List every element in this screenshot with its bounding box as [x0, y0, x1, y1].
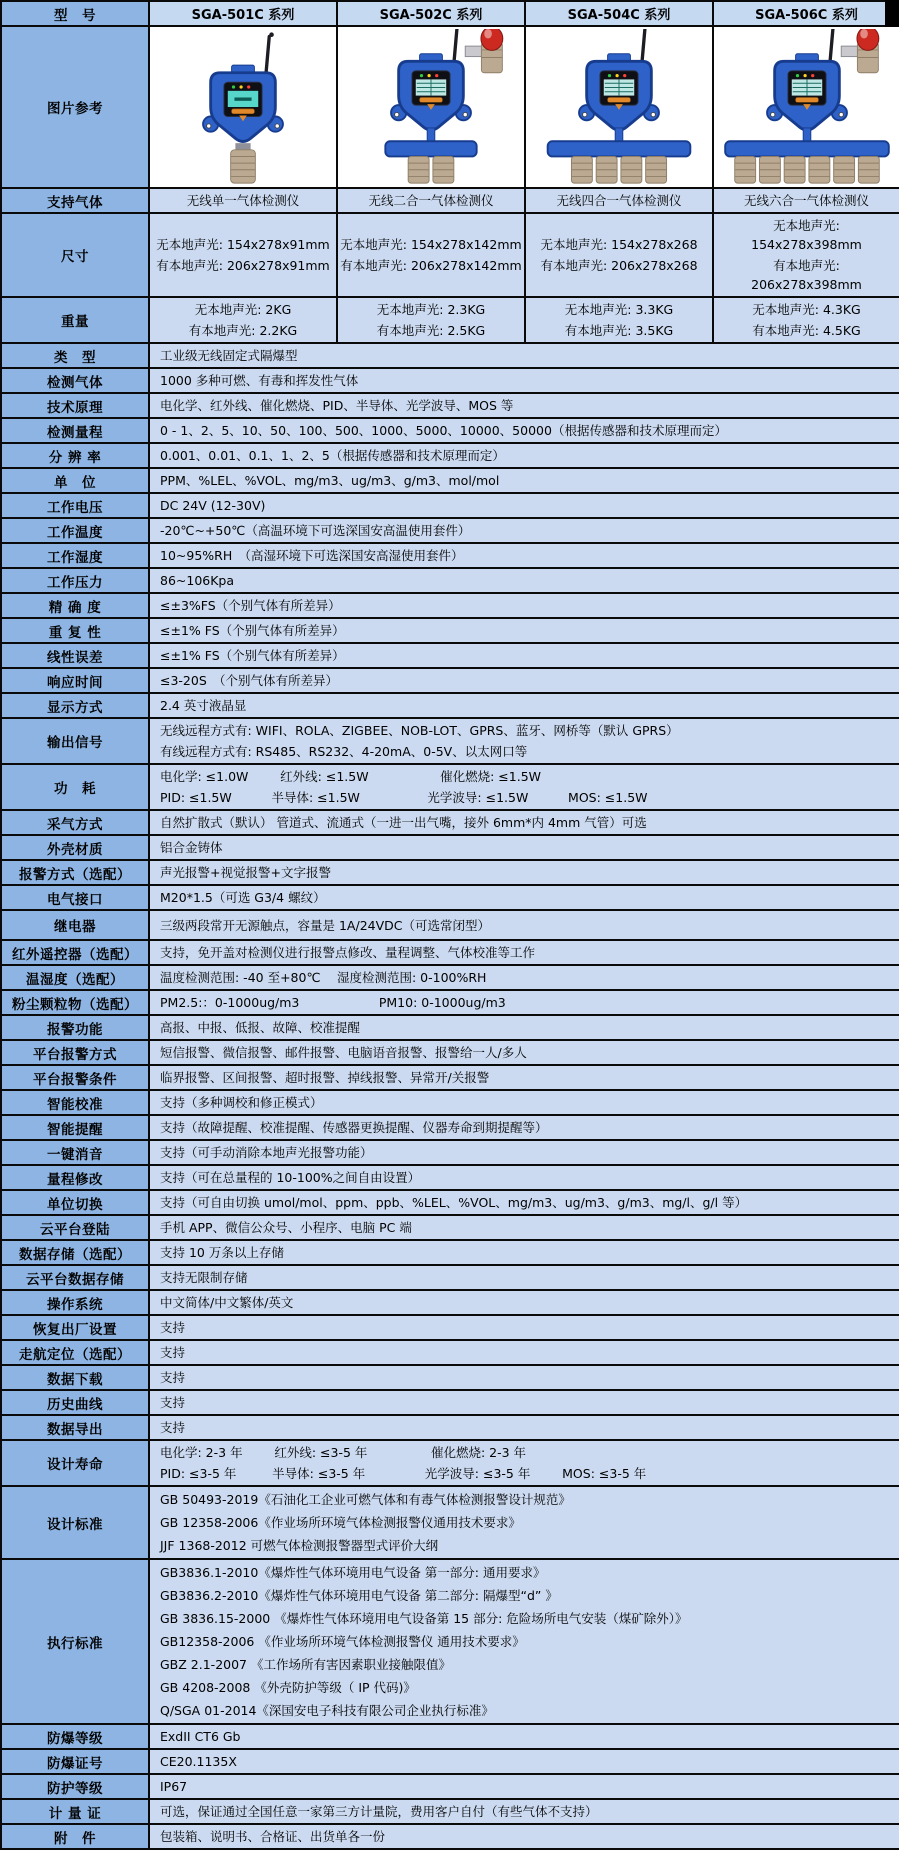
row-label-alarm-mode: 报警方式（选配）: [1, 860, 149, 885]
spec-row-work-humidity: [1, 543, 899, 568]
row-value-history-curve: [149, 1390, 899, 1415]
row-label-cloud-login: 云平台登陆: [1, 1215, 149, 1240]
row-value-support-gas-col3: [713, 188, 899, 213]
row-value-ip-grade: [149, 1774, 899, 1799]
row-value-linearity: [149, 643, 899, 668]
spec-row-smart-remind: [1, 1115, 899, 1140]
row-value-line: 1000 多种可燃、有毒和挥发性气体: [160, 373, 359, 388]
row-value-unit-switch: [149, 1190, 899, 1215]
row-value-support-gas-col1: [337, 188, 525, 213]
row-label-accessories: 附 件: [1, 1824, 149, 1849]
spec-row-electrical-port: [1, 885, 899, 910]
header-model-1: SGA-502C 系列: [337, 1, 525, 26]
row-label-data-download: 数据下载: [1, 1365, 149, 1390]
row-value-ir-remote: [149, 940, 899, 965]
row-value-line: IP67: [160, 1779, 188, 1794]
row-value-line: ≤±1% FS（个别气体有所差异）: [160, 648, 345, 663]
row-value-line: 有线远程方式有: RS485、RS232、4-20mA、0-5V、以太网口等: [160, 744, 528, 759]
row-label-platform-alarm-cond: 平台报警条件: [1, 1065, 149, 1090]
row-label-os: 操作系统: [1, 1290, 149, 1315]
spec-row-display: [1, 693, 899, 718]
row-label-relay: 继电器: [1, 910, 149, 940]
row-value-line: GB3836.1-2010《爆炸性气体环境用电气设备 第一部分: 通用要求》: [160, 1565, 546, 1580]
row-value-line: 0.001、0.01、0.1、1、2、5（根据传感器和技术原理而定）: [160, 448, 505, 463]
row-value-line: 无本地声光: 154x278x398mm: [751, 218, 862, 252]
row-value-unit: [149, 468, 899, 493]
row-value-line: PM2.5:：0-1000ug/m3 PM10: 0-1000ug/m3: [160, 995, 506, 1010]
row-label-ex-grade: 防爆等级: [1, 1724, 149, 1749]
row-label-voltage: 工作电压: [1, 493, 149, 518]
row-value-line: 包装箱、说明书、合格证、出货单各一份: [160, 1829, 386, 1844]
spec-row-history-curve: [1, 1390, 899, 1415]
row-value-platform-alarm-mode: [149, 1040, 899, 1065]
row-value-weight-col0: [149, 297, 337, 343]
row-label-unit: 单 位: [1, 468, 149, 493]
spec-row-output-signal: [1, 718, 899, 764]
manifold: [725, 141, 889, 156]
image-row: [1, 26, 899, 188]
row-value-exec-standard: [149, 1559, 899, 1724]
row-value-line: ExdII CT6 Gb: [160, 1729, 241, 1744]
row-value-line: 支持（故障提醒、校准提醒、传感器更换提醒、仪器寿命到期提醒等）: [160, 1120, 548, 1135]
beacon-icon: [481, 29, 503, 50]
spec-row-dimensions: [1, 213, 899, 297]
row-value-line: 有本地声光: 2.5KG: [376, 323, 486, 338]
row-label-range-modify: 量程修改: [1, 1165, 149, 1190]
product-image-sga-501c: [154, 29, 332, 185]
row-value-work-pressure: [149, 568, 899, 593]
spec-row-design-life: [1, 1440, 899, 1486]
spec-row-cloud-storage: [1, 1265, 899, 1290]
row-label-smart-remind: 智能提醒: [1, 1115, 149, 1140]
row-value-ex-grade: [149, 1724, 899, 1749]
header-model-3: SGA-506C 系列: [713, 1, 899, 26]
row-value-response-time: [149, 668, 899, 693]
row-value-line: 有本地声光: 206x278x91mm: [156, 258, 330, 273]
spec-row-dust: [1, 990, 899, 1015]
image-cell-sga-506c: [713, 26, 899, 188]
row-value-line: 高报、中报、低报、故障、校准提醒: [160, 1020, 361, 1035]
row-value-dimensions-col1: [337, 213, 525, 297]
row-value-power-consumption: [149, 764, 899, 810]
row-value-line: 可选，保证通过全国任意一家第三方计量院，费用客户自付（有些气体不支持）: [160, 1804, 598, 1819]
spec-row-range-modify: [1, 1165, 899, 1190]
row-value-line: 有本地声光: 3.5KG: [564, 323, 674, 338]
row-value-support-gas-col0: [149, 188, 337, 213]
row-label-smart-cal: 智能校准: [1, 1090, 149, 1115]
row-value-line: 0 - 1、2、5、10、50、100、500、1000、5000、10000、50000（根据传感器和技术原理而定）: [160, 423, 727, 438]
row-label-work-pressure: 工作压力: [1, 568, 149, 593]
product-image-sga-506c: [718, 29, 896, 185]
gas-sensor: [231, 150, 256, 183]
row-label-sampling: 采气方式: [1, 810, 149, 835]
spec-row-type: [1, 343, 899, 368]
row-value-line: 有本地声光: 206x278x268: [540, 258, 698, 273]
row-value-support-gas-col2: [525, 188, 713, 213]
row-value-dimensions-col2: [525, 213, 713, 297]
row-value-line: PID: ≤1.5W 半导体: ≤1.5W 光学波导: ≤1.5W MOS: ≤1.5W: [160, 790, 648, 805]
row-value-line: 电化学: ≤1.0W 红外线: ≤1.5W 催化燃烧: ≤1.5W: [160, 769, 542, 784]
row-label-housing: 外壳材质: [1, 835, 149, 860]
spec-row-smart-cal: [1, 1090, 899, 1115]
spec-row-ex-grade: [1, 1724, 899, 1749]
spec-row-nav-position: [1, 1340, 899, 1365]
row-value-line: GB 4208-2008 《外壳防护等级（ IP 代码)》: [160, 1680, 416, 1695]
row-value-line: 无线二合一气体检测仪: [368, 193, 494, 208]
row-value-sampling: [149, 810, 899, 835]
row-value-nav-position: [149, 1340, 899, 1365]
row-value-line: GB3836.2-2010《爆炸性气体环境用电气设备 第二部分: 隔爆型“d” 》: [160, 1588, 558, 1603]
row-value-work-humidity: [149, 543, 899, 568]
row-value-output-signal: [149, 718, 899, 764]
row-label-metering-cert: 计 量 证: [1, 1799, 149, 1824]
spec-row-data-export: [1, 1415, 899, 1440]
row-value-line: PPM、%LEL、%VOL、mg/m3、ug/m3、g/m3、mol/mol: [160, 473, 500, 488]
row-label-nav-position: 走航定位（选配）: [1, 1340, 149, 1365]
row-label-power-consumption: 功 耗: [1, 764, 149, 810]
spec-row-one-key-mute: [1, 1140, 899, 1165]
spec-row-sampling: [1, 810, 899, 835]
spec-row-detect-range: [1, 418, 899, 443]
row-value-line: 中文简体/中文繁体/英文: [160, 1295, 294, 1310]
header-model-0: SGA-501C 系列: [149, 1, 337, 26]
row-label-support-gas: 支持气体: [1, 188, 149, 213]
row-label-detect-range: 检测量程: [1, 418, 149, 443]
spec-row-platform-alarm-cond: [1, 1065, 899, 1090]
row-value-line: 有本地声光: 206x278x398mm: [751, 258, 862, 292]
row-value-line: Q/SGA 01-2014《深国安电子科技有限公司企业执行标准》: [160, 1703, 494, 1718]
row-value-line: 支持 10 万条以上存储: [160, 1245, 284, 1260]
spec-row-data-download: [1, 1365, 899, 1390]
spec-row-os: [1, 1290, 899, 1315]
spec-row-platform-alarm-mode: [1, 1040, 899, 1065]
row-value-line: 无本地声光: 3.3KG: [564, 302, 674, 317]
row-label-data-export: 数据导出: [1, 1415, 149, 1440]
row-label-data-storage: 数据存储（选配）: [1, 1240, 149, 1265]
row-value-alarm-mode: [149, 860, 899, 885]
row-value-metering-cert: [149, 1799, 899, 1824]
row-value-ex-cert: [149, 1749, 899, 1774]
spec-row-ir-remote: [1, 940, 899, 965]
row-value-line: 2.4 英寸液晶显: [160, 698, 247, 713]
spec-row-housing: [1, 835, 899, 860]
row-value-one-key-mute: [149, 1140, 899, 1165]
row-label-resolution: 分 辨 率: [1, 443, 149, 468]
row-label-unit-switch: 单位切换: [1, 1190, 149, 1215]
row-value-data-export: [149, 1415, 899, 1440]
row-value-electrical-port: [149, 885, 899, 910]
row-value-line: 支持: [160, 1345, 186, 1360]
spec-row-data-storage: [1, 1240, 899, 1265]
row-value-detect-range: [149, 418, 899, 443]
row-value-type: [149, 343, 899, 368]
row-value-repeatability: [149, 618, 899, 643]
spec-row-work-temp: [1, 518, 899, 543]
row-value-accessories: [149, 1824, 899, 1849]
spec-row-ex-cert: [1, 1749, 899, 1774]
row-label-dimensions: 尺寸: [1, 213, 149, 297]
row-value-line: 支持（可手动消除本地声光报警功能）: [160, 1145, 373, 1160]
row-value-resolution: [149, 443, 899, 468]
product-image-sga-504c: [530, 29, 708, 185]
row-value-line: 无本地声光: 2KG: [194, 302, 292, 317]
spec-row-response-time: [1, 668, 899, 693]
row-label-one-key-mute: 一键消音: [1, 1140, 149, 1165]
row-label-work-temp: 工作温度: [1, 518, 149, 543]
row-value-line: 无本地声光: 154x278x91mm: [156, 237, 330, 252]
row-value-data-storage: [149, 1240, 899, 1265]
row-value-temp-humidity: [149, 965, 899, 990]
row-value-design-standard: [149, 1486, 899, 1559]
row-value-dimensions-col0: [149, 213, 337, 297]
row-value-line: 无线四合一气体检测仪: [556, 193, 682, 208]
row-value-line: 无线六合一气体检测仪: [743, 193, 869, 208]
row-value-line: DC 24V (12-30V): [160, 498, 266, 513]
row-label-display: 显示方式: [1, 693, 149, 718]
row-value-accuracy: [149, 593, 899, 618]
row-label-electrical-port: 电气接口: [1, 885, 149, 910]
spec-row-unit: [1, 468, 899, 493]
row-value-line: 手机 APP、微信公众号、小程序、电脑 PC 端: [160, 1220, 412, 1235]
row-value-weight-col2: [525, 297, 713, 343]
spec-row-repeatability: [1, 618, 899, 643]
row-value-line: 支持（多种调校和修正模式）: [160, 1095, 323, 1110]
row-value-line: 无本地声光: 2.3KG: [376, 302, 486, 317]
spec-row-accuracy: [1, 593, 899, 618]
row-value-work-temp: [149, 518, 899, 543]
row-value-line: CE20.1135X: [160, 1754, 237, 1769]
row-label-type: 类 型: [1, 343, 149, 368]
header-right-bar: [885, 0, 899, 27]
row-value-line: 支持: [160, 1395, 186, 1410]
row-value-line: M20*1.5（可选 G3/4 螺纹）: [160, 890, 326, 905]
spec-row-tech-principle: [1, 393, 899, 418]
row-value-housing: [149, 835, 899, 860]
row-value-line: JJF 1368-2012 可燃气体检测报警器型式评价大纲: [160, 1538, 439, 1553]
spec-row-weight: [1, 297, 899, 343]
row-value-line: 无线单一气体检测仪: [186, 193, 300, 208]
row-value-line: ≤±3%FS（个别气体有所差异）: [160, 598, 341, 613]
spec-row-temp-humidity: [1, 965, 899, 990]
row-label-repeatability: 重 复 性: [1, 618, 149, 643]
row-label-design-life: 设计寿命: [1, 1440, 149, 1486]
row-value-factory-reset: [149, 1315, 899, 1340]
manifold: [385, 141, 476, 156]
row-value-line: 临界报警、区间报警、超时报警、掉线报警、异常开/关报警: [160, 1070, 490, 1085]
image-cell-sga-502c: [337, 26, 525, 188]
row-label-tech-principle: 技术原理: [1, 393, 149, 418]
row-value-line: 声光报警+视觉报警+文字报警: [160, 865, 331, 880]
row-label-output-signal: 输出信号: [1, 718, 149, 764]
row-value-line: 有本地声光: 4.5KG: [752, 323, 861, 338]
row-value-line: GB 3836.15-2000 《爆炸性气体环境用电气设备第 15 部分: 危险场所电气安装（煤矿除外）》: [160, 1611, 688, 1626]
row-value-line: 支持: [160, 1370, 186, 1385]
row-label-detect-gas: 检测气体: [1, 368, 149, 393]
row-value-alarm-func: [149, 1015, 899, 1040]
row-value-line: 无本地声光: 154x278x142mm: [340, 237, 522, 252]
row-value-weight-col1: [337, 297, 525, 343]
row-value-detect-gas: [149, 368, 899, 393]
row-value-line: GB 12358-2006《作业场所环境气体检测报警仪通用技术要求》: [160, 1515, 521, 1530]
spec-row-voltage: [1, 493, 899, 518]
row-value-line: 无本地声光: 4.3KG: [752, 302, 861, 317]
product-image-sga-502c: [342, 29, 520, 185]
row-value-line: GBZ 2.1-2007 《工作场所有害因素职业接触限值》: [160, 1657, 451, 1672]
spec-row-alarm-func: [1, 1015, 899, 1040]
image-cell-sga-504c: [525, 26, 713, 188]
row-value-line: GB12358-2006 《作业场所环境气体检测报警仪 通用技术要求》: [160, 1634, 525, 1649]
row-value-line: 支持，免开盖对检测仪进行报警点修改、量程调整、气体校准等工作: [160, 945, 536, 960]
spec-row-unit-switch: [1, 1190, 899, 1215]
row-value-line: 自然扩散式（默认） 管道式、流通式（一进一出气嘴，接外 6mm*内 4mm 气管）可选: [160, 815, 647, 830]
spec-row-metering-cert: [1, 1799, 899, 1824]
row-value-line: 三级两段常开无源触点，容量是 1A/24VDC（可选常闭型）: [160, 917, 490, 933]
spec-row-support-gas: [1, 188, 899, 213]
row-value-line: ≤±1% FS（个别气体有所差异）: [160, 623, 345, 638]
row-value-design-life: [149, 1440, 899, 1486]
row-label-response-time: 响应时间: [1, 668, 149, 693]
row-label-linearity: 线性误差: [1, 643, 149, 668]
spec-row-relay: [1, 910, 899, 940]
row-value-voltage: [149, 493, 899, 518]
row-value-line: 无线远程方式有: WIFI、ROLA、ZIGBEE、NOB-LOT、GPRS、蓝牙、网桥等（默认 GPRS）: [160, 723, 679, 738]
spec-row-accessories: [1, 1824, 899, 1849]
spec-row-detect-gas: [1, 368, 899, 393]
row-value-line: 铝合金铸体: [160, 840, 223, 855]
row-value-line: 支持（可自由切换 umol/mol、ppm、ppb、%LEL、%VOL、mg/m3、ug/m3、g/m3、mg/l、g/l 等）: [160, 1195, 748, 1210]
spec-row-work-pressure: [1, 568, 899, 593]
row-value-platform-alarm-cond: [149, 1065, 899, 1090]
row-value-line: 短信报警、微信报警、邮件报警、电脑语音报警、报警给一人/多人: [160, 1045, 527, 1060]
row-value-range-modify: [149, 1165, 899, 1190]
row-label-ex-cert: 防爆证号: [1, 1749, 149, 1774]
row-value-display: [149, 693, 899, 718]
row-value-cloud-storage: [149, 1265, 899, 1290]
row-label-temp-humidity: 温湿度（选配）: [1, 965, 149, 990]
row-value-dimensions-col3: [713, 213, 899, 297]
row-label-work-humidity: 工作湿度: [1, 543, 149, 568]
spec-row-design-standard: [1, 1486, 899, 1559]
row-value-line: PID: ≤3-5 年 半导体: ≤3-5 年 光学波导: ≤3-5 年 MOS: ≤3-5 年: [160, 1466, 647, 1481]
manifold: [548, 141, 691, 156]
row-value-line: -20℃~+50℃（高温环境下可选深国安高温使用套件）: [160, 523, 471, 538]
row-value-line: 工业级无线固定式隔爆型: [160, 348, 298, 363]
row-value-line: 10~95%RH （高湿环境下可选深国安高湿使用套件）: [160, 548, 464, 563]
row-label-images: 图片参考: [1, 26, 149, 188]
row-value-line: 86~106Kpa: [160, 573, 235, 588]
row-label-accuracy: 精 确 度: [1, 593, 149, 618]
row-value-smart-remind: [149, 1115, 899, 1140]
row-value-line: 有本地声光: 2.2KG: [188, 323, 298, 338]
row-value-os: [149, 1290, 899, 1315]
row-label-exec-standard: 执行标准: [1, 1559, 149, 1724]
row-value-smart-cal: [149, 1090, 899, 1115]
row-value-line: 温度检测范围: -40 至+80℃ 湿度检测范围: 0-100%RH: [160, 970, 487, 985]
row-value-line: 电化学: 2-3 年 红外线: ≤3-5 年 催化燃烧: 2-3 年: [160, 1445, 527, 1460]
row-label-weight: 重量: [1, 297, 149, 343]
spec-row-factory-reset: [1, 1315, 899, 1340]
row-value-dust: [149, 990, 899, 1015]
row-value-line: 有本地声光: 206x278x142mm: [340, 258, 522, 273]
row-label-dust: 粉尘颗粒物（选配）: [1, 990, 149, 1015]
header-model-label: 型 号: [1, 1, 149, 26]
header-model-2: SGA-504C 系列: [525, 1, 713, 26]
row-label-platform-alarm-mode: 平台报警方式: [1, 1040, 149, 1065]
row-label-alarm-func: 报警功能: [1, 1015, 149, 1040]
row-value-line: ≤3-20S （个别气体有所差异）: [160, 673, 339, 688]
row-value-line: 支持: [160, 1420, 186, 1435]
row-value-line: 电化学、红外线、催化燃烧、PID、半导体、光学波导、MOS 等: [160, 398, 514, 413]
row-label-cloud-storage: 云平台数据存储: [1, 1265, 149, 1290]
row-value-line: 支持（可在总量程的 10-100%之间自由设置）: [160, 1170, 421, 1185]
row-label-design-standard: 设计标准: [1, 1486, 149, 1559]
image-cell-sga-501c: [149, 26, 337, 188]
beacon-icon: [856, 29, 878, 50]
spec-row-cloud-login: [1, 1215, 899, 1240]
row-value-tech-principle: [149, 393, 899, 418]
row-value-line: 无本地声光: 154x278x268: [540, 237, 698, 252]
row-value-weight-col3: [713, 297, 899, 343]
spec-row-alarm-mode: [1, 860, 899, 885]
header-row: [1, 1, 899, 26]
row-value-cloud-login: [149, 1215, 899, 1240]
row-value-line: 支持无限制存储: [160, 1270, 248, 1285]
row-value-line: 支持: [160, 1320, 186, 1335]
spec-row-exec-standard: [1, 1559, 899, 1724]
row-label-history-curve: 历史曲线: [1, 1390, 149, 1415]
row-label-ir-remote: 红外遥控器（选配）: [1, 940, 149, 965]
row-value-data-download: [149, 1365, 899, 1390]
spec-row-resolution: [1, 443, 899, 468]
row-value-relay: [149, 910, 899, 940]
row-label-ip-grade: 防护等级: [1, 1774, 149, 1799]
spec-row-ip-grade: [1, 1774, 899, 1799]
row-value-line: GB 50493-2019《石油化工企业可燃气体和有毒气体检测报警设计规范》: [160, 1492, 571, 1507]
row-label-factory-reset: 恢复出厂设置: [1, 1315, 149, 1340]
spec-row-linearity: [1, 643, 899, 668]
spec-row-power-consumption: [1, 764, 899, 810]
